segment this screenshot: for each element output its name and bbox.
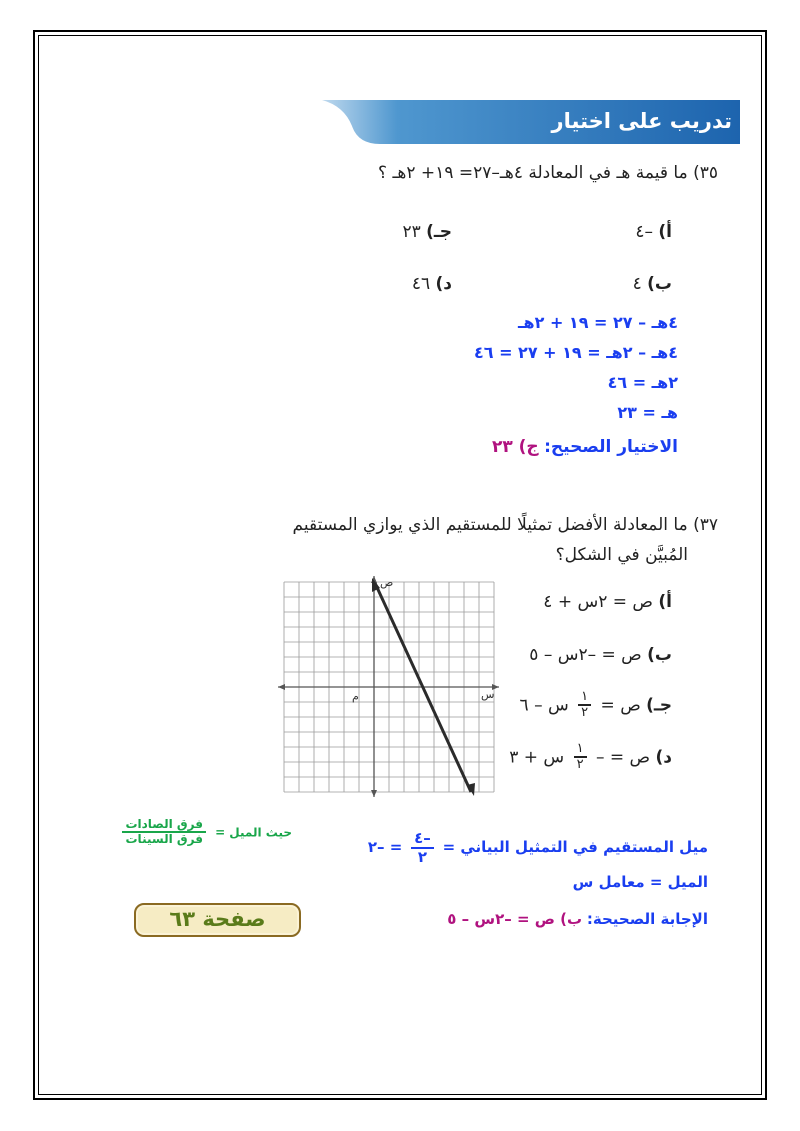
q35-solution-step-2: ٤هـ – ٢هـ = ١٩ + ٢٧ = ٤٦ — [473, 343, 678, 362]
fraction-denominator: ٢ — [576, 757, 584, 773]
slope-note-numerator: فرق الصادات — [122, 818, 206, 833]
q37-option-a — [543, 592, 672, 612]
slope-calculation — [368, 830, 708, 865]
option-label: جـ) — [426, 222, 452, 242]
slope-denominator: ٢ — [417, 847, 428, 866]
fraction-numerator: ١ — [578, 690, 591, 706]
slope-text: ميل المستقيم في التمثيل البياني = — [442, 838, 708, 856]
q37-answer — [447, 910, 708, 928]
section-title: تدريب على اختيار — [551, 109, 732, 133]
slope-numerator: –٤ — [411, 830, 434, 849]
q37-option-b — [529, 645, 672, 665]
q35-solution-step-3: ٢هـ = ٤٦ — [607, 373, 678, 392]
option-label: ب) — [647, 274, 672, 294]
q35-option-d — [412, 274, 452, 294]
q35-solution-step-4: هـ = ٢٣ — [617, 403, 678, 422]
q37-option-c — [520, 690, 672, 721]
slope-note-prefix: حيث الميل = — [215, 825, 292, 840]
option-value-pre: ص = — [600, 695, 641, 716]
q35-option-b — [633, 274, 672, 294]
q35-option-c — [402, 222, 452, 242]
option-value: ٤٦ — [411, 274, 431, 294]
answer-value: ج) ٢٣ — [491, 437, 539, 457]
answer-value: ب) ص = –٢س – ٥ — [447, 910, 583, 928]
option-value-pre: ص = – — [595, 747, 651, 768]
x-axis-label: س — [481, 688, 495, 701]
fraction-denominator: ٢ — [581, 705, 589, 721]
answer-label: الإجابة الصحيحة: — [586, 910, 708, 928]
option-value: ص = ٢س + ٤ — [543, 592, 653, 612]
coordinate-graph — [278, 576, 500, 798]
question-35-text: ٣٥) ما قيمة هـ في المعادلة ٤هـ–٢٧= ١٩+ ٢هـ ؟ — [378, 163, 718, 183]
slope-note-denominator: فرق السينات — [125, 832, 203, 847]
origin-label: م — [352, 690, 359, 703]
question-37-text-line-1: ٣٧) ما المعادلة الأفضل تمثيلًا للمستقيم الذي يوازي المستقيم — [292, 515, 718, 535]
option-value: ٢٣ — [402, 222, 421, 242]
page-number-label: صفحة ٦٣ — [169, 907, 266, 931]
option-value-post: س – ٦ — [519, 695, 569, 716]
fraction-numerator: ١ — [574, 742, 587, 758]
slope-result: = –٢ — [367, 838, 403, 856]
page-number-badge — [134, 903, 301, 937]
fraction — [578, 690, 591, 721]
option-label: أ) — [658, 222, 672, 242]
q35-answer — [492, 437, 678, 457]
q37-option-d — [509, 742, 672, 773]
option-label: د) — [435, 274, 452, 294]
fraction — [574, 742, 587, 773]
option-value: –٤ — [635, 222, 653, 242]
q35-solution-step-1: ٤هـ – ٢٧ = ١٩ + ٢هـ — [518, 313, 678, 332]
option-value: ص = –٢س – ٥ — [529, 645, 642, 665]
option-label: أ) — [658, 592, 672, 612]
question-37-text-line-2: المُبيَّن في الشكل؟ — [555, 545, 688, 565]
option-label: جـ) — [646, 695, 672, 716]
q35-option-a — [635, 222, 672, 242]
option-label: د) — [655, 747, 672, 768]
option-value: ٤ — [632, 274, 642, 294]
slope-note-fraction — [122, 818, 206, 846]
slope-fraction — [411, 830, 434, 865]
y-axis-label: ص — [380, 576, 394, 589]
option-value-post: س + ٣ — [509, 747, 565, 768]
answer-label: الاختيار الصحيح: — [544, 437, 678, 457]
slope-definition-note — [118, 818, 292, 846]
slope-equals-coefficient: الميل = معامل س — [572, 873, 708, 891]
option-label: ب) — [647, 645, 672, 665]
